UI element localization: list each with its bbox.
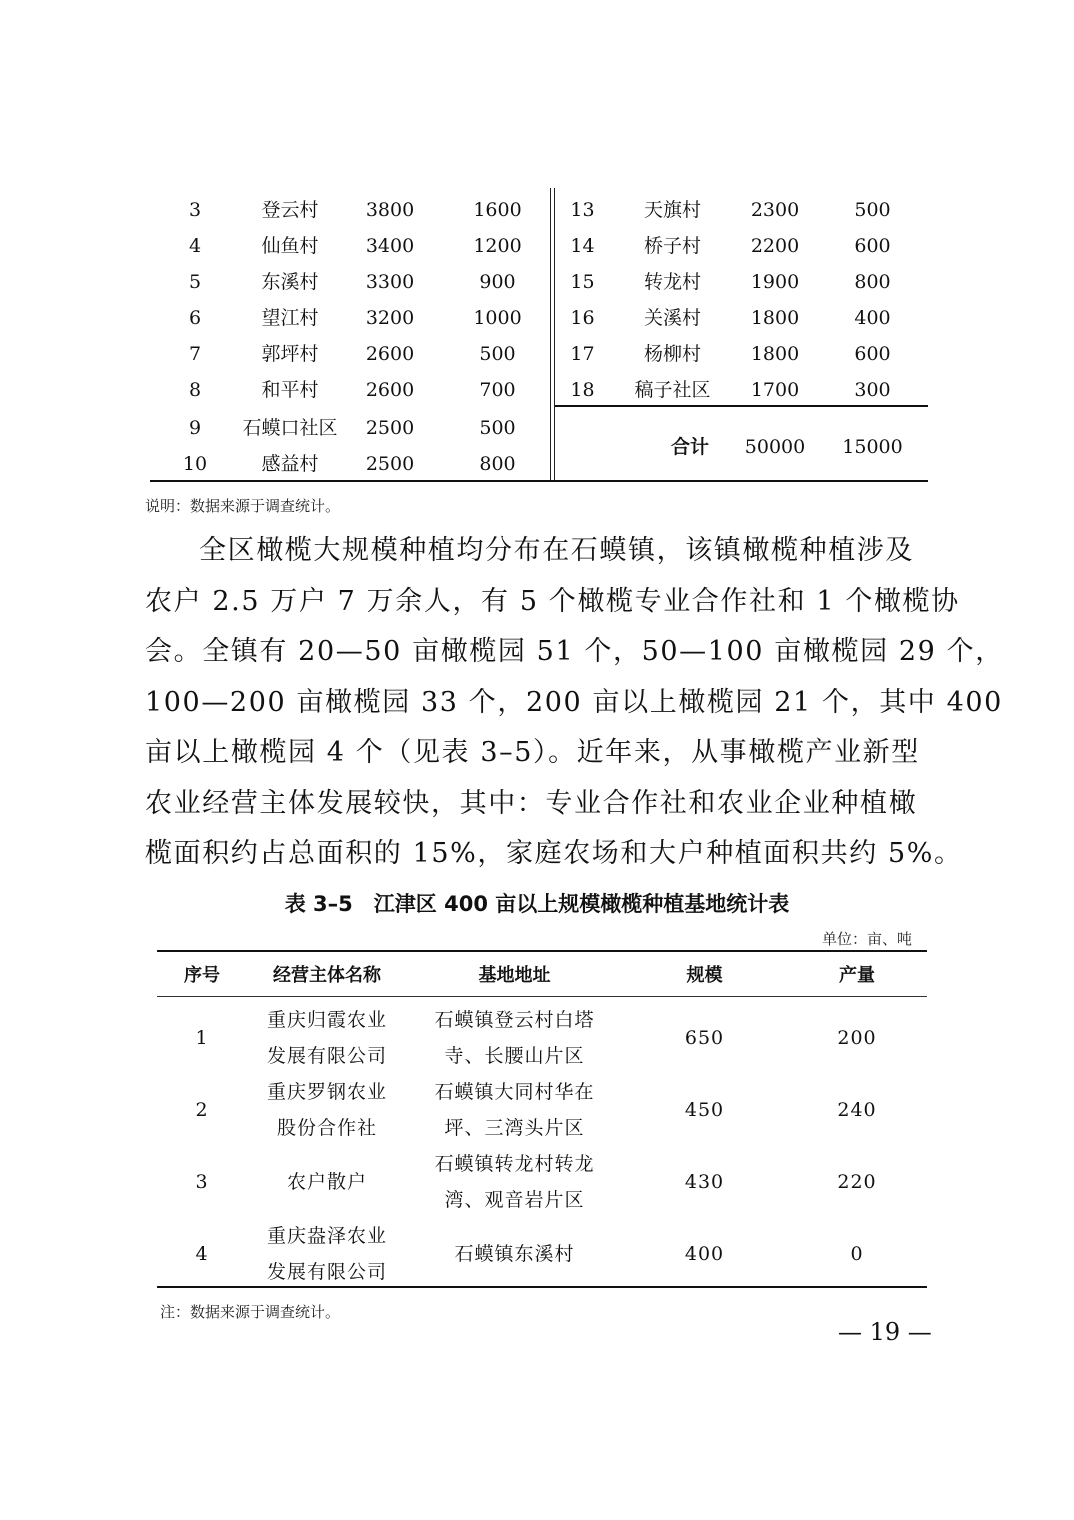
table-caption: 表 3–5 江津区 400 亩以上规模橄榄种植基地统计表 [284, 892, 790, 916]
table-top-rule [157, 950, 927, 952]
table-row: 10 感益村 2500 800 [182, 453, 516, 475]
paragraph-line: 农户 2.5 万户 7 万余人，有 5 个橄榄专业合作社和 1 个橄榄协 [145, 585, 960, 617]
table-row: 8 和平村 2600 700 [188, 379, 516, 401]
table-row: 2 重庆罗钢农业 股份合作社 石蟆镇大同村华在 坪、三湾头片区 450 240 [195, 1081, 877, 1139]
table-row: 1 重庆归霞农业 发展有限公司 石蟆镇登云村白塔 寺、长腰山片区 650 200 [195, 1009, 877, 1067]
table-row: 18 稿子社区 1700 300 [570, 379, 891, 401]
table-header-rule [157, 996, 927, 997]
total-label: 合计 [670, 436, 709, 458]
total-separator-rule [555, 405, 928, 407]
paragraph-line: 农业经营主体发展较快，其中：专业合作社和农业企业种植橄 [145, 787, 918, 819]
table-source-note: 注：数据来源于调查统计。 [160, 1303, 341, 1321]
paragraph-line: 榄面积约占总面积的 15%，家庭农场和大户种植面积共约 5%。 [145, 838, 963, 869]
table-row: 9 石蟆口社区 2500 500 [188, 417, 516, 439]
total-row [555, 429, 928, 465]
table-row: 4 仙鱼村 3400 1200 [188, 235, 522, 257]
table-source-note: 说明：数据来源于调查统计。 [145, 497, 341, 515]
table-double-divider [550, 188, 551, 480]
table-row: 7 郭坪村 2600 500 [188, 343, 516, 365]
table-row: 14 桥子村 2200 600 [570, 235, 891, 257]
table-bottom-rule [157, 1286, 927, 1288]
page-number: — 19 — [838, 1318, 932, 1346]
table-bottom-rule [150, 480, 928, 482]
table-row: 17 杨柳村 1800 600 [570, 343, 891, 365]
paragraph-line: 亩以上橄榄园 4 个（见表 3–5）。近年来，从事橄榄产业新型 [145, 737, 920, 768]
header-address: 基地地址 [478, 965, 551, 986]
paragraph-line: 会。全镇有 20—50 亩橄榄园 51 个，50—100 亩橄榄园 29 个， [145, 636, 1004, 667]
total-value-a: 50000 [744, 436, 806, 458]
header-output: 产量 [839, 965, 875, 986]
table-row: 3 登云村 3800 1600 [188, 199, 522, 221]
body-paragraph [145, 526, 1004, 880]
table-row: 15 转龙村 1900 800 [570, 271, 891, 293]
table-row: 6 望江村 3200 1000 [188, 307, 522, 329]
table-row: 4 重庆盎泽农业 发展有限公司 石蟆镇东溪村 400 0 [195, 1225, 864, 1283]
village-area-table [150, 188, 928, 482]
table-row: 5 东溪村 3300 900 [188, 271, 516, 293]
paragraph-line: 全区橄榄大规模种植均分布在石蟆镇，该镇橄榄种植涉及 [199, 535, 914, 566]
total-value-b: 15000 [842, 436, 903, 458]
header-scale: 规模 [686, 965, 723, 986]
header-name: 经营主体名称 [273, 965, 381, 986]
table-row: 13 天旗村 2300 500 [570, 199, 891, 221]
table-unit: 单位：亩、吨 [821, 930, 912, 948]
table-row: 16 关溪村 1800 400 [570, 307, 891, 329]
header-no: 序号 [184, 965, 220, 986]
table-row: 3 农户散户 石蟆镇转龙村转龙 湾、观音岩片区 430 220 [195, 1153, 877, 1211]
paragraph-line: 100—200 亩橄榄园 33 个，200 亩以上橄榄园 21 个，其中 400 [145, 686, 1003, 718]
